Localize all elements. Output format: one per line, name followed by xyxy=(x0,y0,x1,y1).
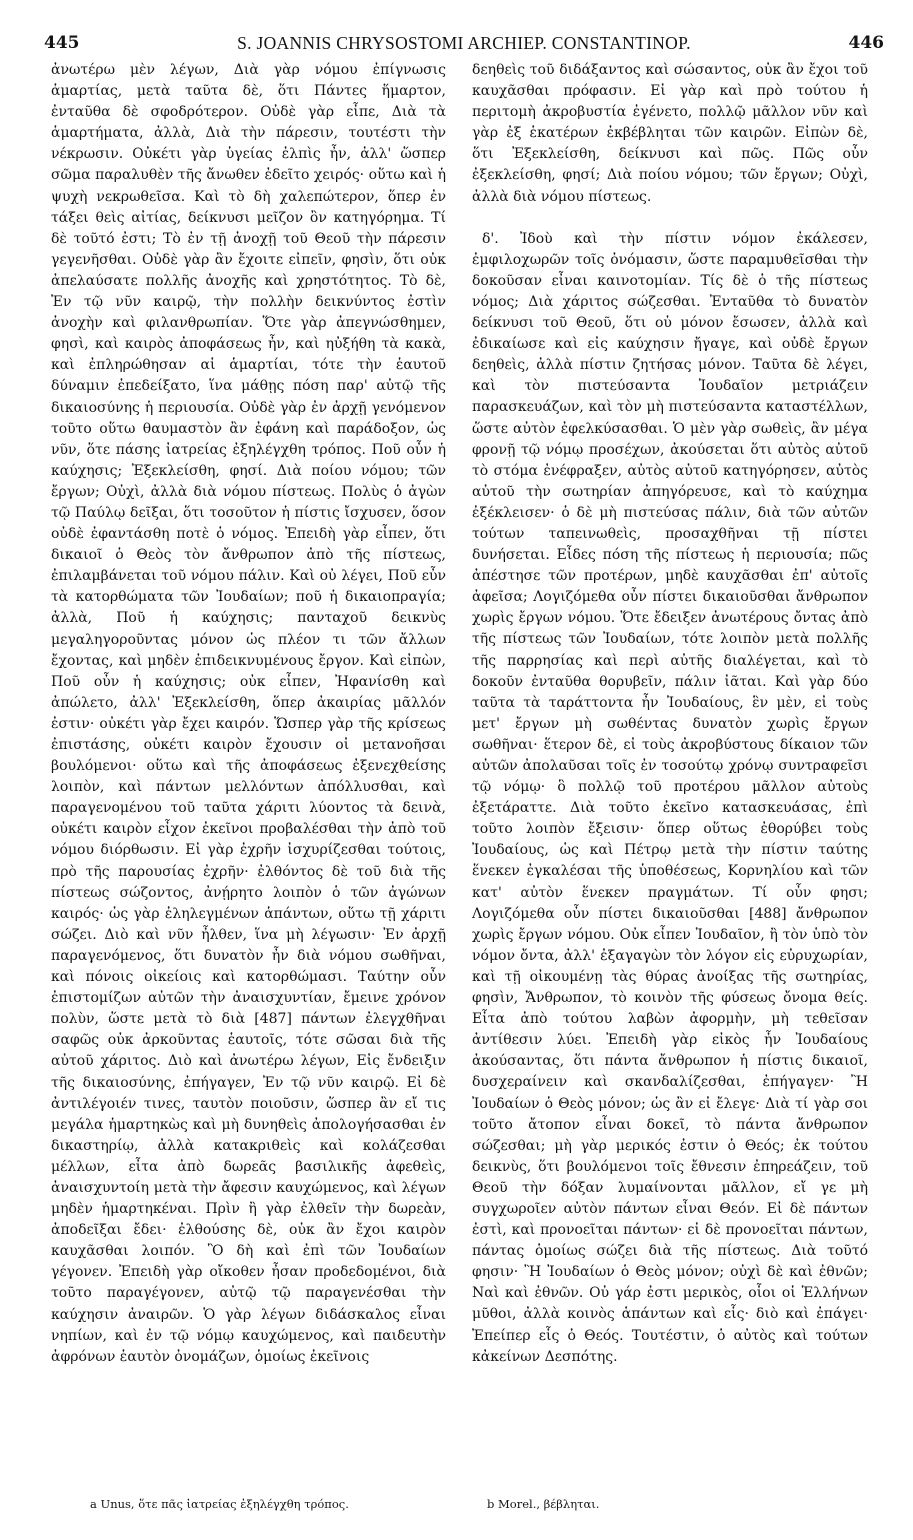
footnote-b: b Morel., βέβληται. xyxy=(487,1497,600,1511)
right-column xyxy=(472,60,868,1368)
right-paragraph-2: δ'. Ἰδοὺ καὶ τὴν πίστιν νόμον ἐκάλεσεν, ἐμφιλοχωρῶν τοῖς ὀνόμασιν, ὥστε παραμυθεῖσθαι τὴν δοκοῦσαν εἶναι καινοτομίαν. Τίς δὲ ὁ τῆς πίστεως νόμος; Διὰ χάριτος σώζεσθαι. Ἐνταῦθα τὸ δυνατὸν δείκνυσι τοῦ Θεοῦ, ὅτι οὐ μόνον ἔσωσεν, ἀλλὰ καὶ ἐδικαίωσε καὶ εἰς καύχησιν ἤγαγε, καὶ οὐδὲ ἔργων δεηθεὶς, ἀλλὰ πίστιν ζητήσας μόνον. Ταῦτα δὲ λέγει, καὶ τὸν πιστεύσαντα Ἰουδαῖον μετριάζειν παρασκευάζων, καὶ τὸν μὴ πιστεύσαντα καταστέλλων, ὥστε αὐτὸν ἐφελκύσασθαι. Ὁ μὲν γὰρ σωθεὶς, ἂν μέγα φρονῇ τῷ νόμῳ προσέχων, ἀκούσεται ὅτι αὐτὸς αὐτοῦ τὸ στόμα ἐνέφραξεν, αὐτὸς αὐτοῦ κατηγόρησεν, αὐτὸς αὐτοῦ τὴν σωτηρίαν ἀπηγόρευσε, καὶ τὸ καύχημα ἐξέκλεισεν· ὁ δὲ μὴ πιστεύσας πάλιν, διὰ τῶν αὐτῶν τούτων ταπεινωθεὶς, προσαχθῆναι τῇ πίστει δυνήσεται. Εἶδες πόση τῆς πίστεως ἡ περιουσία; πῶς ἀπέστησε τῶν προτέρων, μηδὲ καυχᾶσθαι ἐπ' αὐτοῖς ἀφεῖσα; Λογιζόμεθα οὖν πίστει δικαιοῦσθαι ἄνθρωπον χωρὶς ἔργων νόμου. Ὅτε ἔδειξεν ἀνωτέρους ὄντας ἀπὸ τῆς πίστεως τῶν Ἰουδαίων, τότε λοιπὸν μετὰ πολλῆς τῆς παρρησίας καὶ περὶ αὐτῆς διαλέγεται, καὶ τὸ δοκοῦν ἐνταῦθα θορυβεῖν, πάλιν ἰᾶται. Καὶ γὰρ δύο ταῦτα τὰ ταράττοντα ἦν Ἰουδαίους, ἓν μὲν, εἰ τοὺς μετ' ἔργων μὴ σωθέντας δυνατὸν χωρὶς ἔργων σωθῆναι· ἕτερον δὲ, εἰ τοὺς ἀκροβύστους δίκαιον τῶν αὐτῶν ἀπολαῦσαι τοῖς ἐν τοσούτῳ χρόνῳ συντραφεῖσι τῷ νόμῳ· ὃ πολλῷ τοῦ προτέρου μᾶλλον αὐτοὺς ἐξετάραττε. Διὰ τοῦτο ἐκεῖνο κατασκευάσας, ἐπὶ τοῦτο λοιπὸν ἔξεισιν· ὅπερ οὕτως ἐθορύβει τοὺς Ἰουδαίους, ὡς καὶ Πέτρῳ μετὰ τὴν πίστιν ταύτης ἕνεκεν ἐγκαλέσαι τῆς ὑποθέσεως, Κορνηλίου καὶ τῶν κατ' αὐτὸν ἕνεκεν πραγμάτων. Τί οὖν φησι; Λογιζόμεθα οὖν πίστει δικαιοῦσθαι [488] ἄνθρωπον χωρὶς ἔργων νόμου. Οὐκ εἶπεν Ἰουδαῖον, ἢ τὸν ὑπὸ τὸν νόμον ὄντα, ἀλλ' ἐξαγαγὼν τὸν λόγον εἰς εὐρυχωρίαν, καὶ τῇ οἰκουμένῃ τὰς θύρας ἀνοίξας τῆς σωτηρίας, φησὶν, Ἄνθρωπον, τὸ κοινὸν τῆς φύσεως ὄνομα θείς. Εἶτα ἀπὸ τούτου λαβὼν ἀφορμὴν, μὴ τεθεῖσαν ἀντίθεσιν λύει. Ἐπειδὴ γὰρ εἰκὸς ἦν Ἰουδαίους ἀκούσαντας, ὅτι πάντα ἄνθρωπον ἡ πίστις δικαιοῖ, δυσχεραίνειν καὶ σκανδαλίζεσθαι, ἐπήγαγεν· Ἢ Ἰουδαίων ὁ Θεὸς μόνον; ὡς ἂν εἰ ἔλεγε· Διὰ τί γὰρ σοι τοῦτο ἄτοπον εἶναι δοκεῖ, τὸ πάντα ἄνθρωπον σώζεσθαι; μὴ γὰρ μερικός ἐστιν ὁ Θεός; ἐκ τούτου δεικνὺς, ὅτι βουλόμενοι τοῖς ἔθνεσιν ἐπηρεάζειν, τοῦ Θεοῦ τὴν δόξαν λυμαίνονται μᾶλλον, εἴ γε μὴ συγχωροῖεν αὐτὸν πάντων εἶναι Θεόν. Εἰ δὲ πάντων ἐστὶ, καὶ προνοεῖται πάντων· εἰ δὲ προνοεῖται πάντων, πάντας ὁμοίως σώζει διὰ τῆς πίστεως. Διὰ τοῦτό φησιν· Ἢ Ἰουδαίων ὁ Θεὸς μόνον; οὐχὶ δὲ καὶ ἐθνῶν; Ναὶ καὶ ἐθνῶν. Οὐ γάρ ἐστι μερικὸς, οἷοι οἱ Ἑλλήνων μῦθοι, ἀλλὰ κοινὸς ἁπάντων καὶ εἷς· διὸ καὶ ἐπάγει· Ἐπείπερ εἷς ὁ Θεός. Τουτέστιν, ὁ αὐτὸς καὶ τούτων κἀκείνων Δεσπότης. xyxy=(472,230,868,1365)
right-paragraph-1: δεηθεὶς τοῦ διδάξαντος καὶ σώσαντος, οὐκ ἂν ἔχοι τοῦ καυχᾶσθαι πρόφασιν. Εἰ γὰρ καὶ πρὸ τούτου ἡ περιτομὴ ἀκροβυστία ἐγένετο, πολλῷ μᾶλλον νῦν καὶ γὰρ ἐξ ἑκατέρων ἐκβέβληται τῶν καιρῶν. Εἰπὼν δὲ, ὅτι Ἐξεκλείσθη, δείκνυσι καὶ πῶς. Πῶς οὖν ἐξεκλείσθη, φησί; Διὰ ποίου νόμου; τῶν ἔργων; Οὐχὶ, ἀλλὰ διὰ νόμου πίστεως. xyxy=(472,62,868,205)
left-column xyxy=(51,60,446,1368)
left-column-text: ἀνωτέρω μὲν λέγων, Διὰ γὰρ νόμου ἐπίγνωσις ἁμαρτίας, μετὰ ταῦτα δὲ, ὅτι Πάντες ἥμαρτον, ἐνταῦθα δὲ σφοδρότερον. Οὐδὲ γὰρ εἶπε, Διὰ τὰ ἁμαρτήματα, ἀλλὰ, Διὰ τὴν πάρεσιν, τουτέστι τὴν νέκρωσιν. Οὐκέτι γὰρ ὑγείας ἐλπὶς ἦν, ἀλλ' ὥσπερ σῶμα παραλυθὲν τῆς ἄνωθεν ἐδεῖτο χειρός· οὕτω καὶ ἡ ψυχὴ νεκρωθεῖσα. Καὶ τὸ δὴ χαλεπώτερον, ὅπερ ἐν τάξει θεὶς αἰτίας, δείκνυσι μεῖζον ὂν κατηγόρημα. Τί δὲ τοῦτό ἐστι; Τὸ ἐν τῇ ἀνοχῇ τοῦ Θεοῦ τὴν πάρεσιν γεγενῆσθαι. Οὐδὲ γὰρ ἂν ἔχοιτε εἰπεῖν, φησὶν, ὅτι οὐκ ἀπελαύσατε πολλῆς ἀνοχῆς καὶ χρηστότητος. Τὸ δὲ, Ἐν τῷ νῦν καιρῷ, τὴν πολλὴν δεικνύντος ἐστὶν ἀνοχὴν καὶ φιλανθρωπίαν. Ὅτε γὰρ ἀπεγνώσθημεν, φησὶ, καὶ καιρὸς ἀποφάσεως ἦν, καὶ ηὐξήθη τὰ κακὰ, καὶ ἐπληρώθησαν αἱ ἁμαρτίαι, τότε τὴν ἑαυτοῦ δύναμιν ἐπεδείξατο, ἵνα μάθῃς πόση παρ' αὐτῷ τῆς δικαιοσύνης ἡ περιουσία. Οὐδὲ γὰρ ἐν ἀρχῇ γενόμενον τοῦτο οὕτω θαυμαστὸν ἂν ἐφάνη καὶ παράδοξον, ὡς νῦν, ὅτε πάσης ἰατρείας ἐξηλέγχθη τρόπος. Ποῦ οὖν ἡ καύχησις; Ἐξεκλείσθη, φησί. Διὰ ποίου νόμου; τῶν ἔργων; Οὐχὶ, ἀλλὰ διὰ νόμου πίστεως. Πολὺς ὁ ἀγὼν τῷ Παύλῳ δεῖξαι, ὅτι τοσοῦτον ἡ πίστις ἴσχυσεν, ὅσον οὐδὲ ἐφαντάσθη ποτὲ ὁ νόμος. Ἐπειδὴ γὰρ εἶπεν, ὅτι δικαιοῖ ὁ Θεὸς τὸν ἄνθρωπον ἀπὸ τῆς πίστεως, ἐπιλαμβάνεται τοῦ νόμου πάλιν. Καὶ οὐ λέγει, Ποῦ εὖν τὰ κατορθώματα τῶν Ἰουδαίων; ποῦ ἡ δικαιοπραγία; ἀλλὰ, Ποῦ ἡ καύχησις; πανταχοῦ δεικνὺς μεγαληγοροῦντας μόνον ὡς πλέον τι τῶν ἄλλων ἔχοντας, καὶ μηδὲν ἐπιδεικνυμένους ἔργον. Καὶ εἰπὼν, Ποῦ οὖν ἡ καύχησις; οὐκ εἶπεν, Ἠφανίσθη καὶ ἀπώλετο, ἀλλ' Ἐξεκλείσθη, ὅπερ ἀκαιρίας μᾶλλόν ἐστιν· οὐκέτι γὰρ ἔχει καιρόν. Ὥσπερ γὰρ τῆς κρίσεως ἐπιστάσης, οὐκέτι καιρὸν ἔχουσιν οἱ μετανοῆσαι βουλόμενοι· οὕτω καὶ τῆς ἀποφάσεως ἐξενεχθείσης λοιπὸν, καὶ πάντων μελλόντων ἀπόλλυσθαι, καὶ παραγενομένου τοῦ ταῦτα χάριτι λύοντος τὰ δεινὰ, οὐκέτι καιρὸν εἶχον ἐκεῖνοι προβαλέσθαι τὴν ἀπὸ τοῦ νόμου διόρθωσιν. Εἰ γὰρ ἐχρῆν ἰσχυρίζεσθαι τούτοις, πρὸ τῆς παρουσίας ἐχρῆν· ἐλθόντος δὲ τοῦ διὰ τῆς πίστεως σώζοντος, ἀνῄρητο λοιπὸν ὁ τῶν ἀγώνων καιρός· ὡς γὰρ ἐληλεγμένων ἁπάντων, οὕτω τῇ χάριτι σώζει. Διὸ καὶ νῦν ἦλθεν, ἵνα μὴ λέγωσιν· Ἐν ἀρχῇ παραγενόμενος, ὅτι δυνατὸν ἦν διὰ νόμου σωθῆναι, καὶ πόνοις οἰκείοις καὶ κατορθώμασι. Ταύτην οὖν ἐπιστομίζων αὐτῶν τὴν ἀναισχυντίαν, ἔμεινε χρόνον πολὺν, ὥστε μετὰ τὸ διὰ [487] πάντων ἐλεγχθῆναι σαφῶς οὐκ ἀρκοῦντας ἑαυτοῖς, τότε σῶσαι διὰ τῆς αὐτοῦ χάριτος. Διὸ καὶ ἀνωτέρω λέγων, Εἰς ἔνδειξιν τῆς δικαιοσύνης, ἐπήγαγεν, Ἐν τῷ νῦν καιρῷ. Εἰ δὲ ἀντιλέγοιέν τινες, ταυτὸν ποιοῦσιν, ὥσπερ ἂν εἴ τις μεγάλα ἡμαρτηκὼς καὶ μὴ δυνηθεὶς ἀπολογήσασθαι ἐν δικαστηρίῳ, ἀλλὰ κατακριθεὶς καὶ κολάζεσθαι μέλλων, εἶτα ἀπὸ δωρεᾶς βασιλικῆς ἀφεθεὶς, ἀναισχυντοίη μετὰ τὴν ἄφεσιν καυχώμενος, καὶ λέγων μηδὲν ἡμαρτηκέναι. Πρὶν ἢ γὰρ ἐλθεῖν τὴν δωρεὰν, ἀποδεῖξαι ἔδει· ἐλθούσης δὲ, οὐκ ἂν ἔχοι καιρὸν καυχᾶσθαι λοιπόν. Ὃ δὴ καὶ ἐπὶ τῶν Ἰουδαίων γέγονεν. Ἐπειδὴ γὰρ οἴκοθεν ἦσαν προδεδομένοι, διὰ τοῦτο παραγέγονεν, αὐτῷ τῷ παραγενέσθαι τὴν καύχησιν ἀναιρῶν. Ὁ γὰρ λέγων διδάσκαλος εἶναι νηπίων, καὶ ἐν τῷ νόμῳ καυχώμενος, καὶ παιδευτὴν ἀφρόνων ἑαυτὸν ὀνομάζων, ὁμοίως ἐκεῖνοις xyxy=(51,62,446,1365)
footnote-a: a Unus, ὅτε πᾶς ἰατρείας ἐξηλέγχθη τρόπος. xyxy=(90,1497,349,1511)
page-header xyxy=(44,33,884,55)
page-number-left: 445 xyxy=(44,33,80,53)
running-title: S. JOANNIS CHRYSOSTOMI ARCHIEP. CONSTANTINOP. xyxy=(237,33,691,53)
page-number-right: 446 xyxy=(848,33,884,53)
